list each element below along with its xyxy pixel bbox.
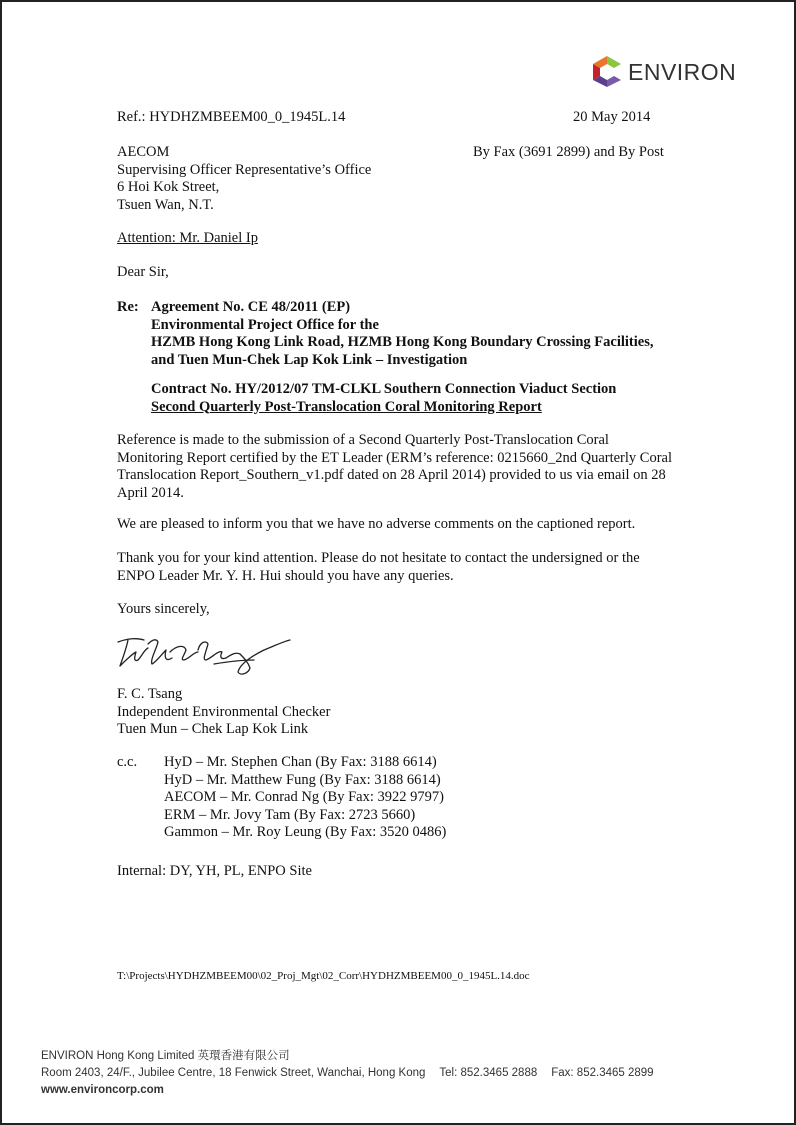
paragraph-line: Thank you for your kind attention. Please do not hesitate to contact the undersigned or the — [117, 550, 640, 566]
paragraph-line: Reference is made to the submission of a Second Quarterly Post-Translocation Coral — [117, 432, 609, 448]
footer-fax: Fax: 852.3465 2899 — [551, 1067, 654, 1079]
footer-contact — [41, 1065, 654, 1082]
body-paragraph-2: We are pleased to inform you that we have no adverse comments on the captioned report. — [117, 516, 636, 532]
subject-line: Agreement No. CE 48/2011 (EP) — [151, 299, 351, 315]
delivery-method: By Fax (3691 2899) and By Post — [473, 144, 664, 160]
environ-logo-icon — [590, 54, 624, 88]
handwritten-signature — [114, 630, 294, 682]
signer-name: F. C. Tsang — [117, 686, 183, 702]
closing: Yours sincerely, — [117, 601, 210, 617]
cc-item: HyD – Mr. Matthew Fung (By Fax: 3188 6614) — [164, 771, 441, 788]
subject-label: Re: — [117, 299, 139, 315]
letterhead-footer — [41, 1048, 654, 1099]
file-path: T:\Projects\HYDHZMBEEM00\02_Proj_Mgt\02_Corr\HYDHZMBEEM00_0_1945L.14.doc — [117, 970, 530, 982]
signer-block — [117, 686, 330, 739]
cc-label: c.c. — [117, 754, 138, 770]
subject-line: HZMB Hong Kong Link Road, HZMB Hong Kong Boundary Crossing Facilities, — [151, 334, 654, 350]
salutation: Dear Sir, — [117, 264, 169, 280]
subject-line: Environmental Project Office for the — [151, 316, 379, 333]
contract-block — [151, 381, 616, 416]
reference-number: Ref.: HYDHZMBEEM00_0_1945L.14 — [117, 109, 346, 125]
signer-project: Tuen Mun – Chek Lap Kok Link — [117, 721, 309, 737]
company-logo-text: ENVIRON — [628, 59, 737, 85]
cc-item: HyD – Mr. Stephen Chan (By Fax: 3188 6614) — [164, 754, 437, 770]
address-line: 6 Hoi Kok Street, — [117, 179, 220, 195]
footer-tel: Tel: 852.3465 2888 — [439, 1067, 538, 1079]
footer-website: www.environcorp.com — [41, 1084, 164, 1096]
cc-item: ERM – Mr. Jovy Tam (By Fax: 2723 5660) — [164, 806, 416, 823]
body-paragraph-3 — [117, 550, 640, 585]
paragraph-line: ENPO Leader Mr. Y. H. Hui should you have any queries. — [117, 567, 454, 584]
signer-title: Independent Environmental Checker — [117, 703, 331, 720]
cc-list — [164, 754, 446, 842]
report-title: Second Quarterly Post-Translocation Coral Monitoring Report — [151, 398, 542, 415]
address-line: AECOM — [117, 144, 170, 160]
paragraph-line: Monitoring Report certified by the ET Leader (ERM’s reference: 0215660_2nd Quarterly Coral — [117, 449, 672, 466]
cc-item: Gammon – Mr. Roy Leung (By Fax: 3520 0486) — [164, 824, 447, 840]
paragraph-line: Translocation Report_Southern_v1.pdf dated on 28 April 2014) provided to us via email on 28 — [117, 467, 666, 483]
address-line: Tsuen Wan, N.T. — [117, 196, 214, 213]
letter-date: 20 May 2014 — [573, 109, 651, 125]
internal-distribution: Internal: DY, YH, PL, ENPO Site — [117, 863, 312, 879]
attention-line: Attention: Mr. Daniel Ip — [117, 230, 258, 246]
footer-address: Room 2403, 24/F., Jubilee Centre, 18 Fenwick Street, Wanchai, Hong Kong — [41, 1067, 426, 1079]
cc-item: AECOM – Mr. Conrad Ng (By Fax: 3922 9797) — [164, 789, 444, 805]
subject-block — [151, 299, 654, 369]
paragraph-line: April 2014. — [117, 484, 184, 501]
recipient-address — [117, 144, 371, 214]
subject-line: and Tuen Mun-Chek Lap Kok Link – Investigation — [151, 351, 468, 368]
contract-title: Contract No. HY/2012/07 TM-CLKL Southern Connection Viaduct Section — [151, 381, 617, 397]
footer-company: ENVIRON Hong Kong Limited 英環香港有限公司 — [41, 1050, 290, 1062]
body-paragraph-1 — [117, 432, 672, 502]
address-line: Supervising Officer Representative’s Office — [117, 161, 372, 178]
